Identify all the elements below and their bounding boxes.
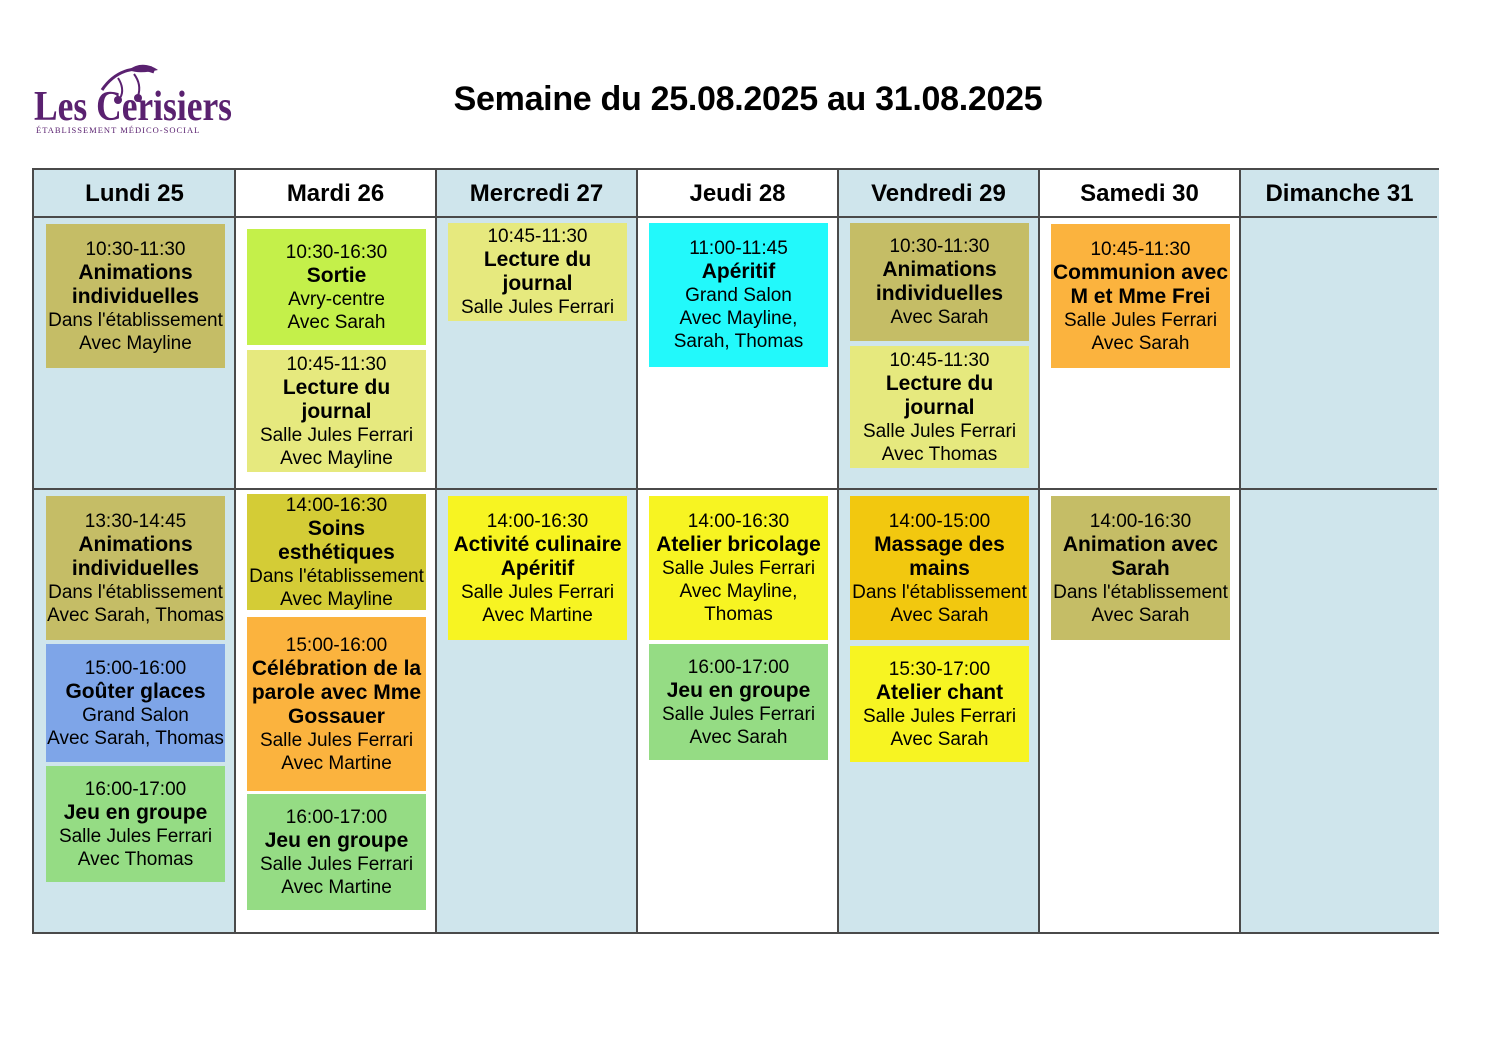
activity-time: 14:00-16:30 bbox=[486, 510, 589, 532]
activity-location: Dans l'établissement bbox=[1053, 581, 1228, 603]
activity-location: Dans l'établissement bbox=[249, 565, 424, 587]
activity-name: Sortie bbox=[306, 263, 367, 287]
day-header: Mardi 26 bbox=[235, 170, 436, 216]
day-header: Mercredi 27 bbox=[436, 170, 637, 216]
activity-card[interactable] bbox=[46, 496, 225, 640]
activity-staff: Avec Martine bbox=[281, 876, 392, 898]
activity-location: Dans l'établissement bbox=[48, 309, 223, 331]
activity-name: Animations individuelles bbox=[71, 260, 200, 308]
activity-card[interactable] bbox=[850, 346, 1029, 468]
activity-name: Goûter glaces bbox=[65, 679, 206, 703]
activity-staff: Avec Sarah bbox=[1091, 604, 1190, 626]
activity-name: Animation avec Sarah bbox=[1062, 532, 1219, 580]
activity-name: Communion avec M et Mme Frei bbox=[1052, 260, 1229, 308]
activity-card[interactable] bbox=[649, 644, 828, 760]
activity-time: 14:00-16:30 bbox=[1089, 510, 1192, 532]
activity-time: 10:30-11:30 bbox=[889, 236, 990, 257]
logo bbox=[34, 62, 234, 138]
activity-staff: Avec Mayline bbox=[280, 447, 393, 469]
activity-card[interactable] bbox=[850, 223, 1029, 341]
activity-time: 16:00-17:00 bbox=[687, 656, 790, 678]
column-divider bbox=[435, 170, 437, 932]
activity-time: 14:00-16:30 bbox=[687, 511, 790, 532]
activity-staff: Avec Sarah bbox=[890, 728, 989, 750]
activity-name: Célébration de la parole avec Mme Gossauer bbox=[251, 656, 422, 728]
activity-card[interactable] bbox=[247, 229, 426, 345]
activity-name: Animations individuelles bbox=[71, 532, 200, 580]
activity-card[interactable] bbox=[850, 646, 1029, 762]
row-divider bbox=[34, 488, 1437, 490]
activity-card[interactable] bbox=[247, 617, 426, 791]
activity-time: 16:00-17:00 bbox=[285, 806, 388, 828]
activity-location: Salle Jules Ferrari bbox=[862, 705, 1017, 727]
activity-time: 10:45-11:30 bbox=[889, 349, 990, 371]
activity-card[interactable] bbox=[247, 350, 426, 472]
activity-staff: Avec Martine bbox=[482, 604, 593, 626]
activity-staff: Avec Mayline, Sarah, Thomas bbox=[673, 308, 804, 352]
activity-card[interactable] bbox=[448, 496, 627, 640]
activity-time: 10:45-11:30 bbox=[286, 353, 387, 375]
page-title: Semaine du 25.08.2025 au 31.08.2025 bbox=[453, 80, 1043, 118]
activity-name: Soins esthétiques bbox=[278, 516, 395, 564]
activity-staff: Avec Sarah bbox=[890, 604, 989, 626]
activity-card[interactable] bbox=[247, 794, 426, 910]
activity-location: Salle Jules Ferrari bbox=[259, 853, 414, 875]
activity-location: Salle Jules Ferrari bbox=[1063, 309, 1218, 331]
day-column bbox=[1240, 170, 1439, 932]
activity-name: Animations individuelles bbox=[875, 258, 1004, 305]
activity-card[interactable] bbox=[46, 644, 225, 762]
activity-name: Activité culinaire Apéritif bbox=[453, 532, 622, 580]
activity-location: Grand Salon bbox=[685, 285, 792, 306]
activity-location: Salle Jules Ferrari bbox=[58, 825, 213, 847]
activity-name: Apéritif bbox=[701, 260, 776, 283]
activity-name: Lecture du journal bbox=[885, 371, 994, 419]
logo-subtitle: ÉTABLISSEMENT MÉDICO-SOCIAL bbox=[36, 125, 201, 135]
activity-card[interactable] bbox=[1051, 496, 1230, 640]
activity-name: Jeu en groupe bbox=[666, 678, 811, 702]
activity-name: Atelier chant bbox=[875, 680, 1004, 704]
activity-card[interactable] bbox=[46, 766, 225, 882]
activity-location: Salle Jules Ferrari bbox=[661, 558, 816, 579]
activity-name: Lecture du journal bbox=[483, 248, 592, 295]
row-divider bbox=[34, 216, 1437, 218]
activity-staff: Avec Sarah bbox=[689, 726, 788, 748]
activity-staff: Avec Thomas bbox=[881, 443, 998, 465]
activity-time: 10:30-11:30 bbox=[85, 238, 186, 260]
activity-time: 11:00-11:45 bbox=[689, 238, 788, 259]
day-header: Dimanche 31 bbox=[1240, 170, 1439, 216]
activity-location: Salle Jules Ferrari bbox=[661, 703, 816, 725]
day-header: Jeudi 28 bbox=[637, 170, 838, 216]
activity-time: 16:00-17:00 bbox=[84, 778, 187, 800]
activity-location: Grand Salon bbox=[82, 704, 189, 726]
activity-name: Jeu en groupe bbox=[264, 828, 409, 852]
logo-wordmark: Les Cerisiers bbox=[34, 84, 232, 126]
activity-time: 10:45-11:30 bbox=[487, 226, 588, 247]
activity-time: 10:30-16:30 bbox=[285, 241, 388, 263]
activity-location: Salle Jules Ferrari bbox=[460, 581, 615, 603]
activity-location: Avry-centre bbox=[288, 288, 385, 310]
column-divider bbox=[1239, 170, 1241, 932]
activity-staff: Avec Thomas bbox=[77, 848, 194, 870]
activity-location: Salle Jules Ferrari bbox=[259, 729, 414, 751]
activity-card[interactable] bbox=[649, 496, 828, 640]
activity-name: Lecture du journal bbox=[282, 375, 391, 423]
activity-staff: Avec Mayline bbox=[79, 332, 192, 354]
activity-staff: Avec Sarah, Thomas bbox=[47, 604, 224, 626]
weekly-schedule-grid bbox=[32, 168, 1439, 934]
activity-card[interactable] bbox=[649, 223, 828, 367]
day-header: Vendredi 29 bbox=[838, 170, 1039, 216]
day-header: Samedi 30 bbox=[1039, 170, 1240, 216]
activity-location: Dans l'établissement bbox=[48, 581, 223, 603]
activity-time: 15:30-17:00 bbox=[888, 658, 991, 680]
activity-location: Salle Jules Ferrari bbox=[862, 420, 1017, 442]
activity-name: Massage des mains bbox=[874, 532, 1005, 580]
activity-staff: Avec Sarah bbox=[287, 311, 386, 333]
activity-staff: Avec Mayline, Thomas bbox=[679, 581, 798, 625]
column-divider bbox=[1038, 170, 1040, 932]
activity-location: Salle Jules Ferrari bbox=[259, 424, 414, 446]
activity-staff: Avec Sarah bbox=[890, 307, 989, 328]
activity-time: 10:45-11:30 bbox=[1090, 238, 1191, 260]
activity-card[interactable] bbox=[1051, 224, 1230, 368]
activity-card[interactable] bbox=[850, 496, 1029, 640]
activity-time: 14:00-16:30 bbox=[285, 494, 388, 516]
activity-time: 13:30-14:45 bbox=[84, 510, 187, 532]
activity-name: Atelier bricolage bbox=[656, 533, 821, 556]
activity-staff: Avec Mayline bbox=[280, 588, 393, 610]
activity-location: Salle Jules Ferrari bbox=[460, 297, 615, 318]
activity-time: 14:00-15:00 bbox=[888, 510, 991, 532]
activity-staff: Avec Martine bbox=[281, 752, 392, 774]
activity-card[interactable] bbox=[46, 224, 225, 368]
cherry-branch-logo-icon bbox=[34, 62, 234, 126]
column-divider bbox=[837, 170, 839, 932]
activity-card[interactable] bbox=[448, 223, 627, 321]
activity-time: 15:00-16:00 bbox=[84, 657, 187, 679]
column-divider bbox=[636, 170, 638, 932]
activity-time: 15:00-16:00 bbox=[285, 634, 388, 656]
activity-staff: Avec Sarah bbox=[1091, 332, 1190, 354]
activity-card[interactable] bbox=[247, 494, 426, 610]
column-divider bbox=[234, 170, 236, 932]
day-header: Lundi 25 bbox=[34, 170, 235, 216]
activity-name: Jeu en groupe bbox=[63, 800, 208, 824]
activity-location: Dans l'établissement bbox=[852, 581, 1027, 603]
activity-staff: Avec Sarah, Thomas bbox=[47, 727, 224, 749]
